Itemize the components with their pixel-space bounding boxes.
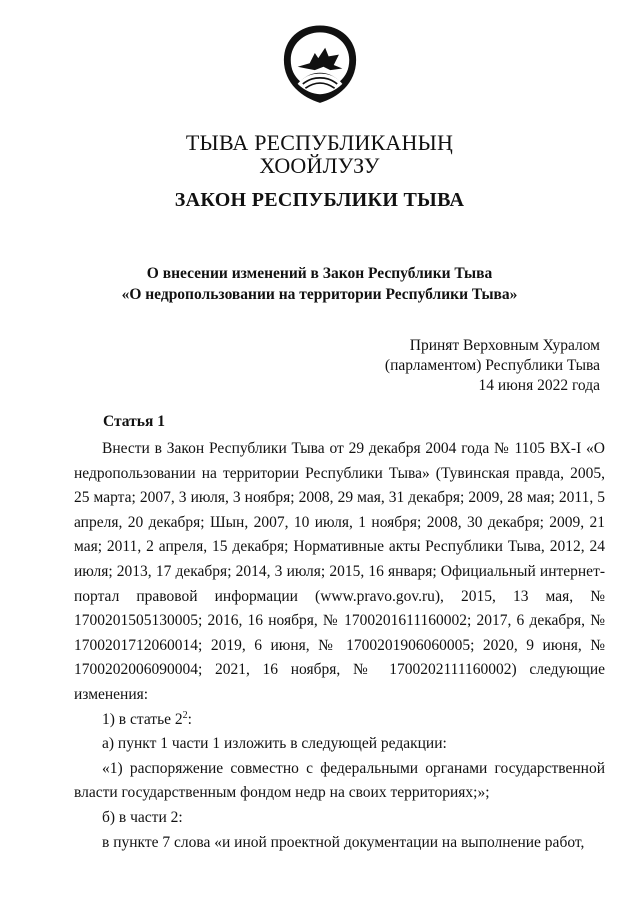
subject-line1: О внесении изменений в Закон Республики Тыва bbox=[146, 265, 493, 282]
item-1-paragraph bbox=[74, 708, 605, 733]
tyva-emblem-icon bbox=[277, 22, 363, 108]
article-heading: Статья 1 bbox=[103, 413, 165, 430]
adopted-line1: Принят Верховным Хуралом bbox=[409, 337, 600, 354]
item-1-colon: : bbox=[187, 710, 192, 728]
law-subject bbox=[0, 263, 639, 305]
adopted-date: 14 июня 2022 года bbox=[478, 377, 600, 394]
article-body bbox=[74, 437, 605, 855]
subject-line2: «О недропользовании на территории Республики Тыва» bbox=[121, 286, 518, 303]
article-intro-paragraph: Внести в Закон Республики Тыва от 29 декабря 2004 года № 1105 ВХ-I «О недропользовании на территории Республики Тыва» (Тувинская правда, 2005, 25 марта; 2007, 3 июля, 3 ноября; 2008, 29 мая, 31 декабря; 2009, 28 мая; 2011, 5 апреля, 20 декабря; Шын, 2007, 10 июля, 1 ноября; 2008, 30 декабря; 2009, 21 мая; 2011, 2 апреля, 15 декабря; Нормативные акты Республики Тыва, 2012, 24 июля; 2013, 17 декабря; 2014, 3 июля; 2015, 16 января; Официальный интернет-портал правовой информации (www.pravo.gov.ru), 2015, 13 мая, № 1700201505130005; 2016, 16 ноября, № 1700201611160002; 2017, 6 декабря, № 1700201712060014; 2019, 6 июня, № 1700201906060005; 2020, 9 июня, № 1700202006090004; 2021, 16 ноября, № 1700202111160002) следующие изменения: bbox=[74, 440, 605, 703]
quote-a-paragraph: «1) распоряжение совместно с федеральными органами государственной власти государственным фондом недр на своих территориях;»; bbox=[74, 759, 605, 802]
item-a-paragraph: а) пункт 1 части 1 изложить в следующей редакции: bbox=[102, 735, 447, 753]
item-b-text-paragraph: в пункте 7 слова «и иной проектной документации на выполнение работ, bbox=[102, 833, 585, 851]
title-tyva-line2: ХООЙЛУЗУ bbox=[259, 153, 380, 178]
document-title-tyva bbox=[0, 131, 639, 177]
document-title-law: ЗАКОН РЕСПУБЛИКИ ТЫВА bbox=[174, 189, 465, 211]
item-b-paragraph: б) в части 2: bbox=[102, 808, 183, 826]
item-1-superscript: 2 bbox=[182, 709, 188, 721]
title-tyva-line1: ТЫВА РЕСПУБЛИКАНЫҢ bbox=[185, 130, 454, 155]
adopted-line2: (парламентом) Республики Тыва bbox=[384, 357, 600, 374]
item-1-text: 1) в статье 2 bbox=[102, 710, 183, 728]
adoption-block bbox=[385, 336, 600, 396]
